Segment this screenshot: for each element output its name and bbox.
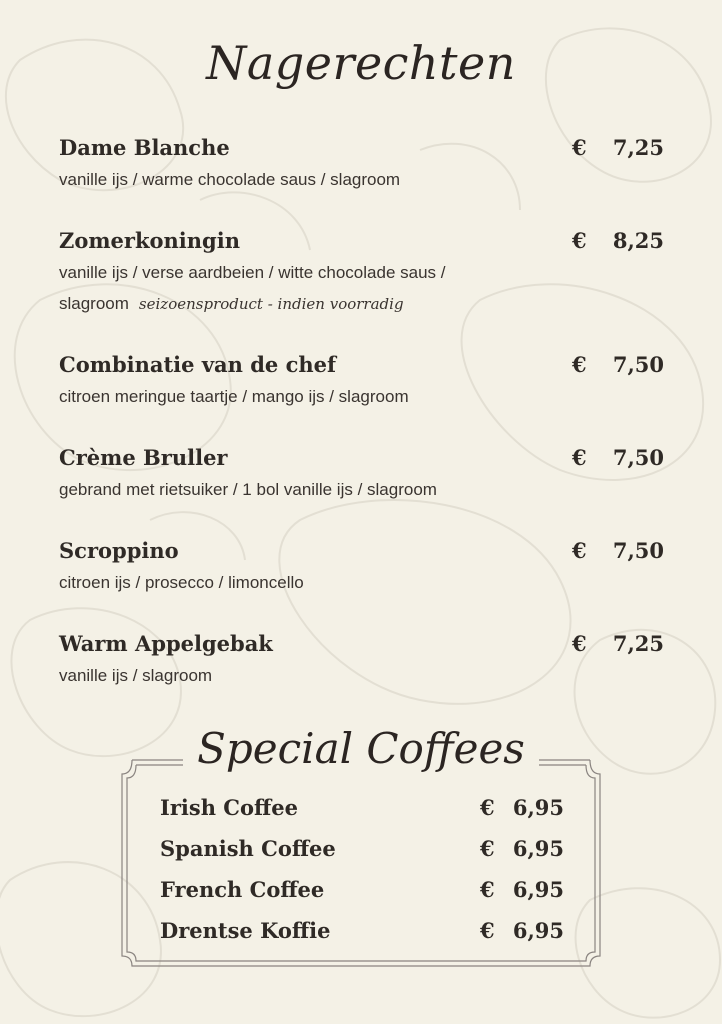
coffee-price	[480, 794, 564, 822]
coffee-price	[480, 917, 564, 945]
menu-item-name: Scroppino	[59, 538, 179, 563]
menu-item-price	[572, 537, 664, 565]
currency-symbol: €	[480, 918, 495, 943]
currency-symbol: €	[572, 228, 587, 253]
coffee-item	[160, 917, 564, 945]
menu-item	[59, 134, 664, 195]
menu-item	[59, 537, 664, 598]
menu-item-price	[572, 227, 664, 255]
menu-item-name: Warm Appelgebak	[59, 631, 273, 656]
coffee-name: Drentse Koffie	[160, 918, 331, 943]
menu-item-price	[572, 134, 664, 162]
menu-item-description	[59, 257, 664, 320]
price-value: 6,95	[512, 795, 564, 820]
menu-item	[59, 351, 664, 412]
menu-item	[59, 630, 664, 691]
currency-symbol: €	[572, 352, 587, 377]
currency-symbol: €	[480, 877, 495, 902]
menu-item-description	[59, 567, 664, 598]
price-value: 8,25	[612, 228, 664, 253]
menu-item	[59, 227, 664, 320]
price-value: 7,50	[612, 538, 664, 563]
coffee-name: French Coffee	[160, 877, 325, 902]
coffee-name: Spanish Coffee	[160, 836, 336, 861]
seasonal-note: seizoensproduct - indien voorradig	[138, 295, 404, 313]
currency-symbol: €	[480, 836, 495, 861]
price-value: 7,25	[612, 631, 664, 656]
menu-item-name: Dame Blanche	[59, 135, 230, 160]
description-line: gebrand met rietsuiker / 1 bol vanille ijs / slagroom	[59, 480, 437, 499]
coffee-name: Irish Coffee	[160, 795, 298, 820]
menu-item-name: Combinatie van de chef	[59, 352, 337, 377]
special-coffees-title	[0, 724, 722, 773]
menu-item-description	[59, 660, 664, 691]
description-line: vanille ijs / slagroom	[59, 666, 213, 685]
price-value: 6,95	[512, 918, 564, 943]
currency-symbol: €	[572, 135, 587, 160]
price-value: 7,50	[612, 352, 664, 377]
description-line: citroen ijs / prosecco / limoncello	[59, 573, 304, 592]
price-value: 6,95	[512, 836, 564, 861]
menu-item-price	[572, 444, 664, 472]
coffee-item	[160, 876, 564, 904]
description-line	[59, 288, 664, 320]
description-line: citroen meringue taartje / mango ijs / slagroom	[59, 387, 409, 406]
coffee-price	[480, 835, 564, 863]
currency-symbol: €	[572, 445, 587, 470]
page-title: Nagerechten	[206, 36, 516, 90]
currency-symbol: €	[480, 795, 495, 820]
menu-item-price	[572, 630, 664, 658]
price-value: 6,95	[512, 877, 564, 902]
description-text: slagroom	[59, 294, 129, 313]
price-value: 7,50	[612, 445, 664, 470]
menu-item	[59, 444, 664, 505]
coffee-item	[160, 794, 564, 822]
description-line: vanille ijs / warme chocolade saus / slagroom	[59, 170, 401, 189]
currency-symbol: €	[572, 538, 587, 563]
menu-item-description	[59, 474, 664, 505]
menu-item-name: Zomerkoningin	[59, 228, 240, 253]
coffee-price	[480, 876, 564, 904]
coffee-item	[160, 835, 564, 863]
description-line: vanille ijs / verse aardbeien / witte chocolade saus /	[59, 263, 446, 282]
currency-symbol: €	[572, 631, 587, 656]
menu-item-description	[59, 164, 664, 195]
price-value: 7,25	[612, 135, 664, 160]
menu-item-price	[572, 351, 664, 379]
menu-item-description	[59, 381, 664, 412]
menu-item-name: Crème Bruller	[59, 445, 228, 470]
special-coffees-title-text: Special Coffees	[183, 724, 539, 773]
